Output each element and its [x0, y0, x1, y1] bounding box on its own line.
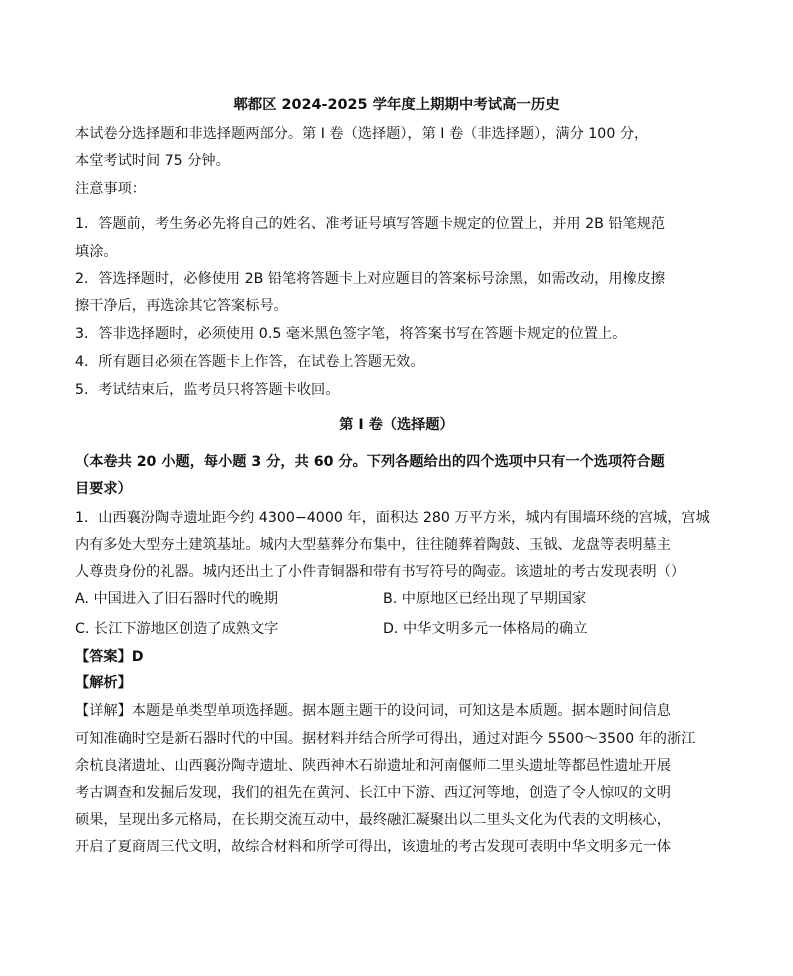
notice-item-3: 3．答非选择题时，必须使用 0.5 毫米黑色签字笔，将答案书写在答题卡规定的位置上。 [75, 326, 627, 342]
intro-line-1: 本试卷分选择题和非选择题两部分。第 I 卷（选择题），第 I 卷（非选择题），满分 100 分， [75, 126, 649, 142]
section-instructions-2: 目要求） [75, 481, 132, 497]
option-b: B. 中原地区已经出现了早期国家 [383, 591, 587, 607]
intro-line-2: 本堂考试时间 75 分钟。 [75, 153, 230, 169]
detail-line-4: 考古调查和发掘后发现，我们的祖先在黄河、长江中下游、西辽河等地，创造了令人惊叹的文明 [75, 785, 671, 801]
question-1-stem-1: 1．山西襄汾陶寺遗址距今约 4300−4000 年，面积达 280 万平方米，城内有围墙环绕的宫城，宫城 [75, 510, 710, 526]
notice-item-2: 2．答选择题时，必修使用 2B 铅笔将答题卡上对应题目的答案标号涂黑，如需改动，用橡皮擦 [75, 271, 666, 287]
question-1-stem-2: 内有多处大型夯土建筑基址。城内大型墓葬分布集中，往往随葬着陶鼓、玉钺、龙盘等表明墓主 [75, 537, 671, 553]
option-d: D. 中华文明多元一体格局的确立 [383, 621, 588, 637]
detail-line-3: 余杭良渚遗址、山西襄汾陶寺遗址、陕西神木石峁遗址和河南偃师二里头遗址等都邑性遗址开展 [75, 758, 671, 774]
notice-item-2-cont: 擦干净后，再选涂其它答案标号。 [75, 298, 288, 314]
option-c: C. 长江下游地区创造了成熟文字 [75, 621, 279, 637]
notice-item-4: 4．所有题目必须在答题卡上作答，在试卷上答题无效。 [75, 354, 425, 370]
analysis-heading: 【解析】 [75, 675, 132, 691]
document-title: 郫都区 2024-2025 学年度上期期中考试高一历史 [233, 97, 560, 113]
section-title: 第 I 卷（选择题） [339, 417, 454, 433]
notice-heading: 注意事项： [75, 181, 146, 197]
notice-item-5: 5．考试结束后，监考员只将答题卡收回。 [75, 382, 340, 398]
question-1-stem-3: 人尊贵身份的礼器。城内还出土了小件青铜器和带有书写符号的陶壶。该遗址的考古发现表明（） [75, 564, 686, 580]
option-a: A. 中国进入了旧石器时代的晚期 [75, 591, 278, 607]
detail-line-2: 可知准确时空是新石器时代的中国。据材料并结合所学可得出，通过对距今 5500～3500 年的浙江 [75, 731, 696, 747]
notice-item-1: 1．答题前，考生务必先将自己的姓名、准考证号填写答题卡规定的位置上，并用 2B 铅笔规范 [75, 216, 666, 232]
detail-line-1: 【详解】本题是单类型单项选择题。据本题主题干的设问词，可知这是本质题。据本题时间信息 [75, 703, 671, 719]
detail-line-6: 开启了夏商周三代文明，故综合材料和所学可得出，该遗址的考古发现可表明中华文明多元一体 [75, 839, 671, 855]
section-instructions-1: （本卷共 20 小题，每小题 3 分，共 60 分。下列各题给出的四个选项中只有一个选项符合题 [75, 454, 665, 470]
answer-label: 【答案】D [75, 649, 144, 665]
notice-item-1-cont: 填涂。 [75, 244, 118, 260]
detail-line-5: 硕果，呈现出多元格局，在长期交流互动中，最终融汇凝聚出以二里头文化为代表的文明核心， [75, 812, 671, 828]
